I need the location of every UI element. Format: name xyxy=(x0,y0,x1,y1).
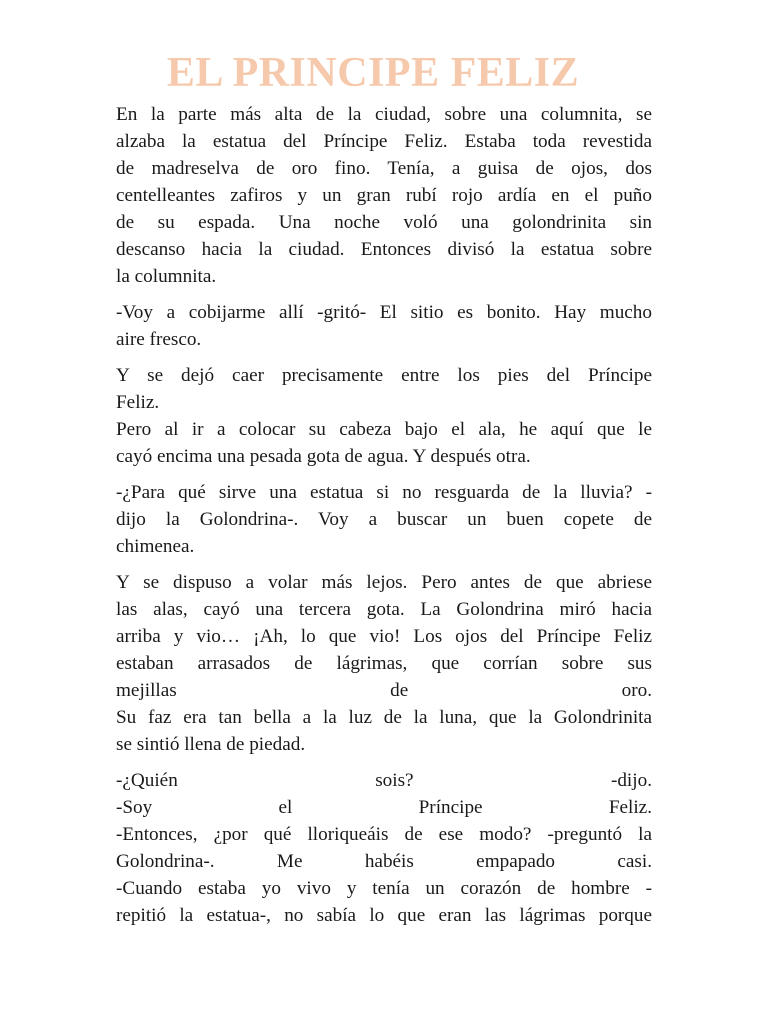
text-line: mejillas de oro. xyxy=(116,680,652,701)
story-paragraph xyxy=(116,362,652,470)
text-line: chimenea. xyxy=(116,536,195,557)
text-line: alzaba la estatua del Príncipe Feliz. Estaba toda revestida xyxy=(116,131,652,152)
text-line: la columnita. xyxy=(116,266,217,287)
text-line: se sintió llena de piedad. xyxy=(116,734,306,755)
text-line: centelleantes zafiros y un gran rubí rojo ardía en el puño xyxy=(116,185,652,206)
story-paragraph xyxy=(116,767,652,929)
text-line: Su faz era tan bella a la luz de la luna, que la Golondrinita xyxy=(116,707,652,728)
document-title: EL PRINCIPE FELIZ xyxy=(166,50,580,96)
text-line: aire fresco. xyxy=(116,329,202,350)
story-body xyxy=(116,101,652,938)
text-line: -Soy el Príncipe Feliz. xyxy=(116,797,652,818)
text-line: cayó encima una pesada gota de agua. Y después otra. xyxy=(116,446,531,467)
text-line: Y se dispuso a volar más lejos. Pero antes de que abriese xyxy=(116,572,652,593)
text-line: En la parte más alta de la ciudad, sobre una columnita, se xyxy=(116,104,652,125)
text-line: repitió la estatua-, no sabía lo que eran las lágrimas porque xyxy=(116,905,652,926)
text-line: de madreselva de oro fino. Tenía, a guisa de ojos, dos xyxy=(116,158,652,179)
text-line: Golondrina-. Me habéis empapado casi. xyxy=(116,851,652,872)
text-line: estaban arrasados de lágrimas, que corrían sobre sus xyxy=(116,653,652,674)
story-paragraph xyxy=(116,569,652,758)
text-line: de su espada. Una noche voló una golondrinita sin xyxy=(116,212,652,233)
story-paragraph xyxy=(116,101,652,290)
text-line: dijo la Golondrina-. Voy a buscar un buen copete de xyxy=(116,509,652,530)
text-line: Pero al ir a colocar su cabeza bajo el ala, he aquí que le xyxy=(116,419,652,440)
text-line: descanso hacia la ciudad. Entonces divisó la estatua sobre xyxy=(116,239,652,260)
text-line: -¿Quién sois? -dijo. xyxy=(116,770,652,791)
story-paragraph xyxy=(116,479,652,560)
text-line: Feliz. xyxy=(116,392,160,413)
text-line: -Entonces, ¿por qué lloriqueáis de ese modo? -preguntó la xyxy=(116,824,652,845)
text-line: -Voy a cobijarme allí -gritó- El sitio es bonito. Hay mucho xyxy=(116,302,652,323)
text-line: Y se dejó caer precisamente entre los pies del Príncipe xyxy=(116,365,652,386)
story-paragraph xyxy=(116,299,652,353)
text-line: -¿Para qué sirve una estatua si no resguarda de la lluvia? - xyxy=(116,482,652,503)
text-line: arriba y vio… ¡Ah, lo que vio! Los ojos del Príncipe Feliz xyxy=(116,626,652,647)
text-line: -Cuando estaba yo vivo y tenía un corazón de hombre - xyxy=(116,878,652,899)
text-line: las alas, cayó una tercera gota. La Golondrina miró hacia xyxy=(116,599,652,620)
